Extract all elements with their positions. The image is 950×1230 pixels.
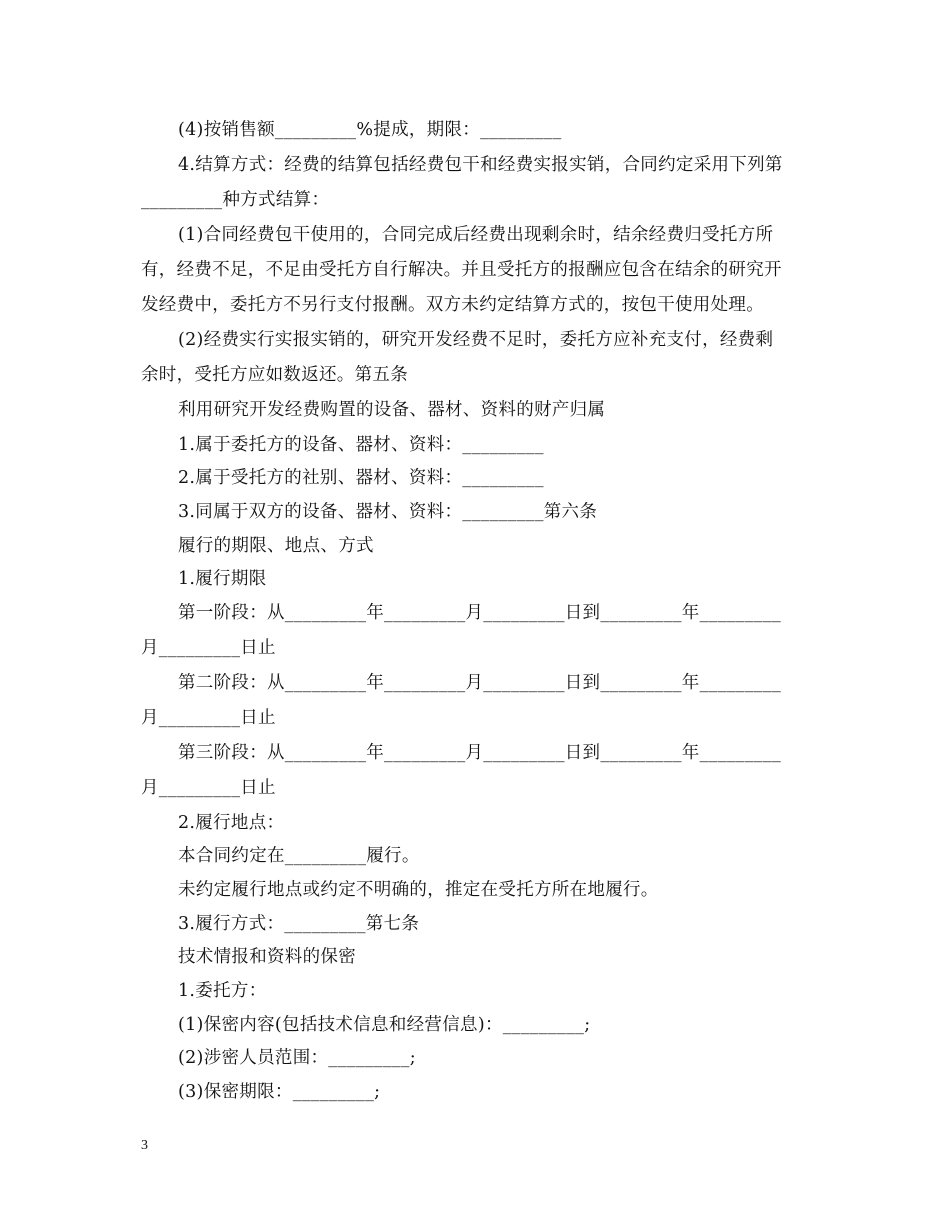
text-line: 技术情报和资料的保密 [178, 947, 356, 967]
text-line: (1)保密内容(包括技术信息和经营信息)：_________; [178, 1015, 591, 1035]
text-line: (3)保密期限：_________; [178, 1082, 381, 1102]
text-line: 1.履行期限 [178, 569, 267, 589]
text-line: 2.属于受托方的社别、器材、资料：_________ [178, 468, 544, 488]
text-line: 3.同属于双方的设备、器材、资料：_________第六条 [178, 502, 598, 522]
text-line: 月_________日止 [141, 708, 276, 728]
text-line: 月_________日止 [141, 638, 276, 658]
text-line: (2)涉密人员范围：_________; [178, 1048, 416, 1068]
text-line: 4.结算方式：经费的结算包括经费包干和经费实报实销，合同约定采用下列第 [178, 155, 783, 175]
text-line: 第一阶段：从_________年_________月_________日到_________年_________ [178, 603, 782, 623]
text-line: 履行的期限、地点、方式 [178, 536, 374, 556]
text-line: 有，经费不足，不足由受托方自行解决。并且受托方的报酬应包含在结余的研究开 [141, 260, 782, 280]
text-line: 3.履行方式：_________第七条 [178, 914, 420, 934]
text-line: 2.履行地点： [178, 813, 285, 833]
page-number: 3 [141, 1138, 148, 1153]
text-line: _________种方式结算： [141, 190, 330, 210]
text-line: 1.委托方： [178, 981, 267, 1001]
text-line: 第三阶段：从_________年_________月_________日到_________年_________ [178, 743, 782, 763]
text-line: 余时，受托方应如数返还。第五条 [141, 365, 408, 385]
text-line: (4)按销售额_________%提成，期限：_________ [178, 120, 562, 140]
text-line: 发经费中，委托方不另行支付报酬。双方未约定结算方式的，按包干使用处理。 [141, 295, 764, 315]
text-line: 1.属于委托方的设备、器材、资料：_________ [178, 435, 544, 455]
text-line: (1)合同经费包干使用的，合同完成后经费出现剩余时，结余经费归受托方所 [178, 225, 774, 245]
text-line: 本合同约定在_________履行。 [178, 846, 420, 866]
text-line: 月_________日止 [141, 778, 276, 798]
text-line: 第二阶段：从_________年_________月_________日到_________年_________ [178, 673, 782, 693]
text-line: (2)经费实行实报实销的，研究开发经费不足时，委托方应补充支付，经费剩 [178, 330, 774, 350]
text-line: 未约定履行地点或约定不明确的，推定在受托方所在地履行。 [178, 880, 659, 900]
text-line: 利用研究开发经费购置的设备、器材、资料的财产归属 [178, 400, 606, 420]
